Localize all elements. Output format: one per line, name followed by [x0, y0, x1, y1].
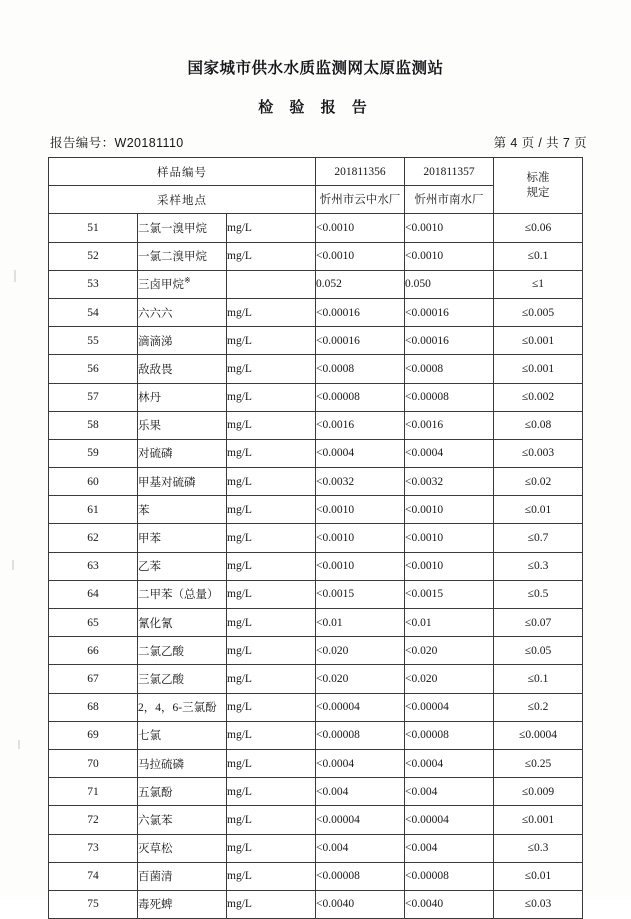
row-value-sample-1: <0.0040: [316, 890, 405, 918]
row-unit: mg/L: [227, 580, 316, 608]
row-parameter-name: 滴滴涕: [138, 327, 227, 355]
row-unit: mg/L: [227, 862, 316, 890]
row-value-sample-2: <0.0040: [405, 890, 494, 918]
row-unit: mg/L: [227, 242, 316, 270]
row-standard-limit: ≤0.1: [494, 242, 583, 270]
row-parameter-name: 二氯乙酸: [138, 637, 227, 665]
row-value-sample-2: <0.0004: [405, 439, 494, 467]
page-number: 第 4 页 / 共 7 页: [493, 136, 587, 150]
row-parameter-name: 百菌清: [138, 862, 227, 890]
row-value-sample-2: <0.0010: [405, 214, 494, 242]
document-title: 检 验 报 告: [258, 99, 373, 116]
row-index: 67: [49, 665, 138, 693]
row-parameter-name: 甲基对硫磷: [138, 468, 227, 496]
row-index: 55: [49, 327, 138, 355]
row-unit: mg/L: [227, 355, 316, 383]
table-row: [49, 214, 583, 242]
row-unit: mg/L: [227, 665, 316, 693]
row-index: 69: [49, 721, 138, 749]
row-index: 74: [49, 862, 138, 890]
row-unit: mg/L: [227, 609, 316, 637]
table-row: [49, 411, 583, 439]
row-unit: mg/L: [227, 524, 316, 552]
organization-title: 国家城市供水水质监测网太原监测站: [187, 60, 444, 77]
row-standard-limit: ≤0.03: [494, 890, 583, 918]
row-index: 56: [49, 355, 138, 383]
row-index: 59: [49, 439, 138, 467]
table-row: [49, 496, 583, 524]
table-row: [49, 665, 583, 693]
row-parameter-name: 敌敌畏: [138, 355, 227, 383]
row-unit: [227, 270, 316, 298]
row-standard-limit: ≤0.002: [494, 383, 583, 411]
row-value-sample-2: <0.00008: [405, 862, 494, 890]
row-value-sample-1: <0.0008: [316, 355, 405, 383]
row-value-sample-1: <0.0010: [316, 242, 405, 270]
row-value-sample-2: <0.00016: [405, 327, 494, 355]
row-index: 52: [49, 242, 138, 270]
row-standard-limit: ≤1: [494, 270, 583, 298]
row-value-sample-1: <0.0010: [316, 496, 405, 524]
row-value-sample-1: <0.00008: [316, 862, 405, 890]
row-standard-limit: ≤0.009: [494, 778, 583, 806]
row-parameter-name: 三卤甲烷※: [138, 270, 227, 298]
row-index: 64: [49, 580, 138, 608]
table-row: [49, 468, 583, 496]
row-value-sample-1: <0.01: [316, 609, 405, 637]
row-standard-limit: ≤0.01: [494, 496, 583, 524]
row-index: 75: [49, 890, 138, 918]
row-standard-limit: ≤0.02: [494, 468, 583, 496]
row-standard-limit: ≤0.001: [494, 806, 583, 834]
table-row: [49, 637, 583, 665]
row-value-sample-1: <0.0016: [316, 411, 405, 439]
row-parameter-name: 林丹: [138, 383, 227, 411]
row-unit: mg/L: [227, 552, 316, 580]
row-value-sample-2: <0.0010: [405, 552, 494, 580]
row-value-sample-2: <0.0010: [405, 524, 494, 552]
row-parameter-name: 灭草松: [138, 834, 227, 862]
table-row: [49, 298, 583, 326]
row-unit: mg/L: [227, 468, 316, 496]
table-row: [49, 552, 583, 580]
results-table: [48, 157, 583, 919]
row-standard-limit: ≤0.25: [494, 749, 583, 777]
header-standard: [494, 158, 583, 214]
row-value-sample-2: <0.0032: [405, 468, 494, 496]
row-value-sample-2: <0.00008: [405, 721, 494, 749]
row-index: 53: [49, 270, 138, 298]
row-value-sample-1: <0.004: [316, 834, 405, 862]
row-index: 61: [49, 496, 138, 524]
row-parameter-name: 对硫磷: [138, 439, 227, 467]
row-parameter-name: 六氯苯: [138, 806, 227, 834]
row-unit: mg/L: [227, 749, 316, 777]
row-value-sample-2: 0.050: [405, 270, 494, 298]
table-row: [49, 609, 583, 637]
row-value-sample-2: <0.0016: [405, 411, 494, 439]
row-standard-limit: ≤0.7: [494, 524, 583, 552]
row-index: 65: [49, 609, 138, 637]
row-value-sample-1: <0.00004: [316, 693, 405, 721]
row-value-sample-2: <0.00004: [405, 693, 494, 721]
row-unit: mg/L: [227, 806, 316, 834]
row-standard-limit: ≤0.5: [494, 580, 583, 608]
row-value-sample-2: <0.0010: [405, 242, 494, 270]
table-row: [49, 721, 583, 749]
row-unit: mg/L: [227, 637, 316, 665]
row-value-sample-2: <0.0015: [405, 580, 494, 608]
row-value-sample-1: <0.0032: [316, 468, 405, 496]
row-value-sample-2: <0.020: [405, 665, 494, 693]
row-index: 62: [49, 524, 138, 552]
row-value-sample-2: <0.00016: [405, 298, 494, 326]
row-value-sample-1: <0.0004: [316, 749, 405, 777]
row-standard-limit: ≤0.003: [494, 439, 583, 467]
row-value-sample-1: <0.0004: [316, 439, 405, 467]
row-unit: mg/L: [227, 383, 316, 411]
row-value-sample-2: <0.0008: [405, 355, 494, 383]
row-parameter-name: 一氯二溴甲烷: [138, 242, 227, 270]
row-value-sample-1: <0.020: [316, 637, 405, 665]
table-header-row-sample: [49, 158, 583, 186]
row-index: 54: [49, 298, 138, 326]
row-unit: mg/L: [227, 890, 316, 918]
row-parameter-name: 氰化氰: [138, 609, 227, 637]
report-meta: [50, 133, 587, 151]
header-standard-line2: 规定: [526, 186, 550, 199]
row-index: 68: [49, 693, 138, 721]
row-value-sample-2: <0.0010: [405, 496, 494, 524]
header-sample-1: 201811356: [316, 158, 405, 186]
row-standard-limit: ≤0.2: [494, 693, 583, 721]
row-value-sample-1: 0.052: [316, 270, 405, 298]
table-row: [49, 383, 583, 411]
table-row: [49, 327, 583, 355]
table-row: [49, 439, 583, 467]
table-row: [49, 580, 583, 608]
row-index: 66: [49, 637, 138, 665]
row-index: 60: [49, 468, 138, 496]
table-row: [49, 749, 583, 777]
row-unit: mg/L: [227, 327, 316, 355]
row-value-sample-1: <0.00016: [316, 327, 405, 355]
header-sampling-site-label: 采样地点: [49, 186, 316, 214]
row-standard-limit: ≤0.001: [494, 355, 583, 383]
scan-artifact: [14, 270, 16, 282]
row-value-sample-2: <0.00004: [405, 806, 494, 834]
row-parameter-name: 七氯: [138, 721, 227, 749]
row-standard-limit: ≤0.0004: [494, 721, 583, 749]
table-row: [49, 862, 583, 890]
row-unit: mg/L: [227, 834, 316, 862]
header-site-2: 忻州市南水厂: [405, 186, 494, 214]
row-parameter-name: 苯: [138, 496, 227, 524]
row-parameter-name: 马拉硫磷: [138, 749, 227, 777]
row-standard-limit: ≤0.1: [494, 665, 583, 693]
row-standard-limit: ≤0.08: [494, 411, 583, 439]
scan-artifact: [12, 560, 14, 570]
row-standard-limit: ≤0.01: [494, 862, 583, 890]
row-value-sample-1: <0.0010: [316, 214, 405, 242]
header-site-1: 忻州市云中水厂: [316, 186, 405, 214]
row-unit: mg/L: [227, 298, 316, 326]
row-standard-limit: ≤0.3: [494, 834, 583, 862]
table-row: [49, 242, 583, 270]
row-unit: mg/L: [227, 778, 316, 806]
row-unit: mg/L: [227, 439, 316, 467]
row-value-sample-1: <0.0010: [316, 524, 405, 552]
table-row: [49, 693, 583, 721]
row-index: 63: [49, 552, 138, 580]
row-value-sample-1: <0.00008: [316, 383, 405, 411]
row-standard-limit: ≤0.3: [494, 552, 583, 580]
row-parameter-name: 六六六: [138, 298, 227, 326]
row-index: 71: [49, 778, 138, 806]
row-index: 72: [49, 806, 138, 834]
row-parameter-name: 乐果: [138, 411, 227, 439]
row-index: 51: [49, 214, 138, 242]
table-row: [49, 778, 583, 806]
row-value-sample-1: <0.00004: [316, 806, 405, 834]
row-parameter-name: 毒死蜱: [138, 890, 227, 918]
row-parameter-name: 2，4，6-三氯酚: [138, 693, 227, 721]
header-sample-no-label: 样品编号: [49, 158, 316, 186]
row-value-sample-2: <0.00008: [405, 383, 494, 411]
row-unit: mg/L: [227, 693, 316, 721]
row-unit: mg/L: [227, 411, 316, 439]
row-value-sample-2: <0.01: [405, 609, 494, 637]
row-index: 70: [49, 749, 138, 777]
row-index: 73: [49, 834, 138, 862]
table-row: [49, 524, 583, 552]
row-index: 57: [49, 383, 138, 411]
table-row: [49, 270, 583, 298]
report-number: 报告编号：W20181110: [50, 136, 184, 150]
scan-artifact: [18, 740, 20, 749]
row-parameter-name: 五氯酚: [138, 778, 227, 806]
table-row: [49, 806, 583, 834]
row-standard-limit: ≤0.06: [494, 214, 583, 242]
header-sample-2: 201811357: [405, 158, 494, 186]
row-parameter-name: 二甲苯（总量）: [138, 580, 227, 608]
row-value-sample-2: <0.0004: [405, 749, 494, 777]
row-value-sample-2: <0.020: [405, 637, 494, 665]
header-standard-line1: 标准: [526, 171, 550, 184]
row-value-sample-2: <0.004: [405, 778, 494, 806]
row-standard-limit: ≤0.005: [494, 298, 583, 326]
row-parameter-name: 三氯乙酸: [138, 665, 227, 693]
row-standard-limit: ≤0.001: [494, 327, 583, 355]
row-value-sample-1: <0.0015: [316, 580, 405, 608]
row-value-sample-1: <0.004: [316, 778, 405, 806]
row-unit: mg/L: [227, 214, 316, 242]
row-value-sample-1: <0.00016: [316, 298, 405, 326]
row-parameter-name: 二氯一溴甲烷: [138, 214, 227, 242]
row-value-sample-1: <0.020: [316, 665, 405, 693]
row-value-sample-1: <0.0010: [316, 552, 405, 580]
row-unit: mg/L: [227, 496, 316, 524]
row-parameter-name: 乙苯: [138, 552, 227, 580]
row-value-sample-1: <0.00008: [316, 721, 405, 749]
row-index: 58: [49, 411, 138, 439]
row-standard-limit: ≤0.07: [494, 609, 583, 637]
table-row: [49, 834, 583, 862]
row-unit: mg/L: [227, 721, 316, 749]
row-parameter-name: 甲苯: [138, 524, 227, 552]
row-standard-limit: ≤0.05: [494, 637, 583, 665]
table-row: [49, 355, 583, 383]
row-value-sample-2: <0.004: [405, 834, 494, 862]
table-row: [49, 890, 583, 918]
footnote-marker: ※: [184, 276, 191, 286]
